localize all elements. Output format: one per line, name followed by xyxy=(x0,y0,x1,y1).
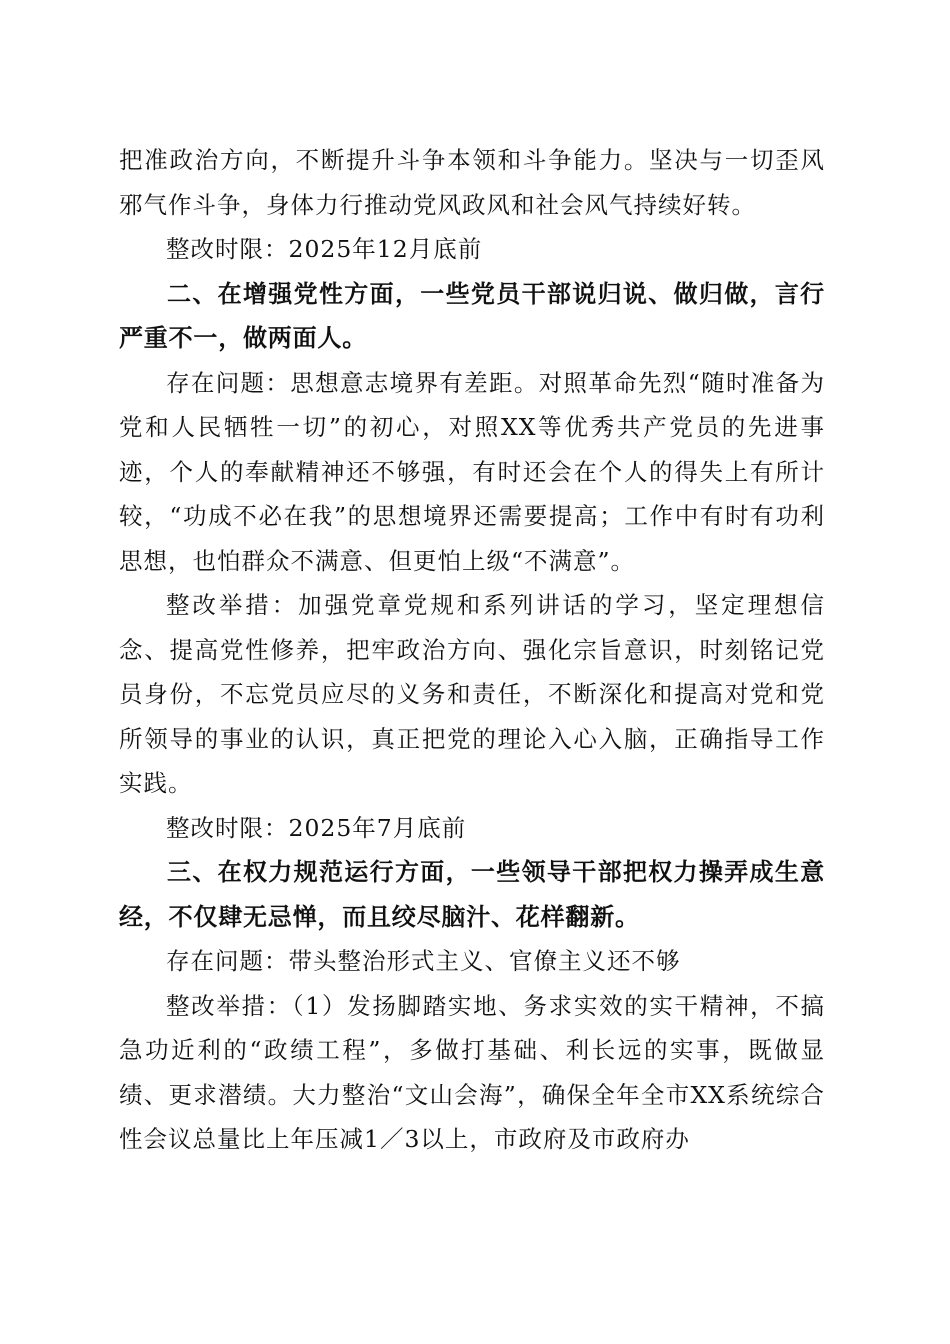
deadline-line-2: 整改时限：2025年7月底前 xyxy=(166,813,467,842)
section-heading-2: 二、在增强党性方面，一些党员干部说归说、做归做，言行严重不一，做两面人。 xyxy=(119,279,825,352)
document-page xyxy=(119,138,825,1162)
deadline-line-1: 整改时限：2025年12月底前 xyxy=(166,235,483,263)
problem-paragraph-2: 存在问题：思想意志境界有差距。对照革命先烈“随时准备为党和人民牺牲一切”的初心，对照XX等优秀共产党员的先进事迹，个人的奉献精神还不够强，有时还会在个人的得失上有所计较，“功成不必在我”的思想境界还需要提高；工作中有时有功利思想，也怕群众不满意、但更怕上级“不满意”。 xyxy=(119,368,825,575)
section-heading-3: 三、在权力规范运行方面，一些领导干部把权力操弄成生意经，不仅肆无忌惮，而且绞尽脑汁、花样翻新。 xyxy=(119,858,825,931)
paragraph-continued: 把准政治方向，不断提升斗争本领和斗争能力。坚决与一切歪风邪气作斗争，身体力行推动党风政风和社会风气持续好转。 xyxy=(119,146,825,219)
measures-paragraph-2: 整改举措：加强党章党规和系列讲话的学习，坚定理想信念、提高党性修养，把牢政治方向、强化宗旨意识，时刻铭记党员身份，不忘党员应尽的义务和责任，不断深化和提高对党和党所领导的事业的认识，真正把党的理论入心入脑，正确指导工作实践。 xyxy=(119,591,825,797)
measures-paragraph-3: 整改举措：（1）发扬脚踏实地、务求实效的实干精神，不搞急功近利的“政绩工程”，多做打基础、利长远的实事，既做显绩、更求潜绩。大力整治“文山会海”，确保全年全市XX系统综合性会议总量比上年压减1／3以上，市政府及市政府办 xyxy=(119,991,825,1153)
problem-paragraph-3: 存在问题：带头整治形式主义、官僚主义还不够 xyxy=(166,947,681,975)
